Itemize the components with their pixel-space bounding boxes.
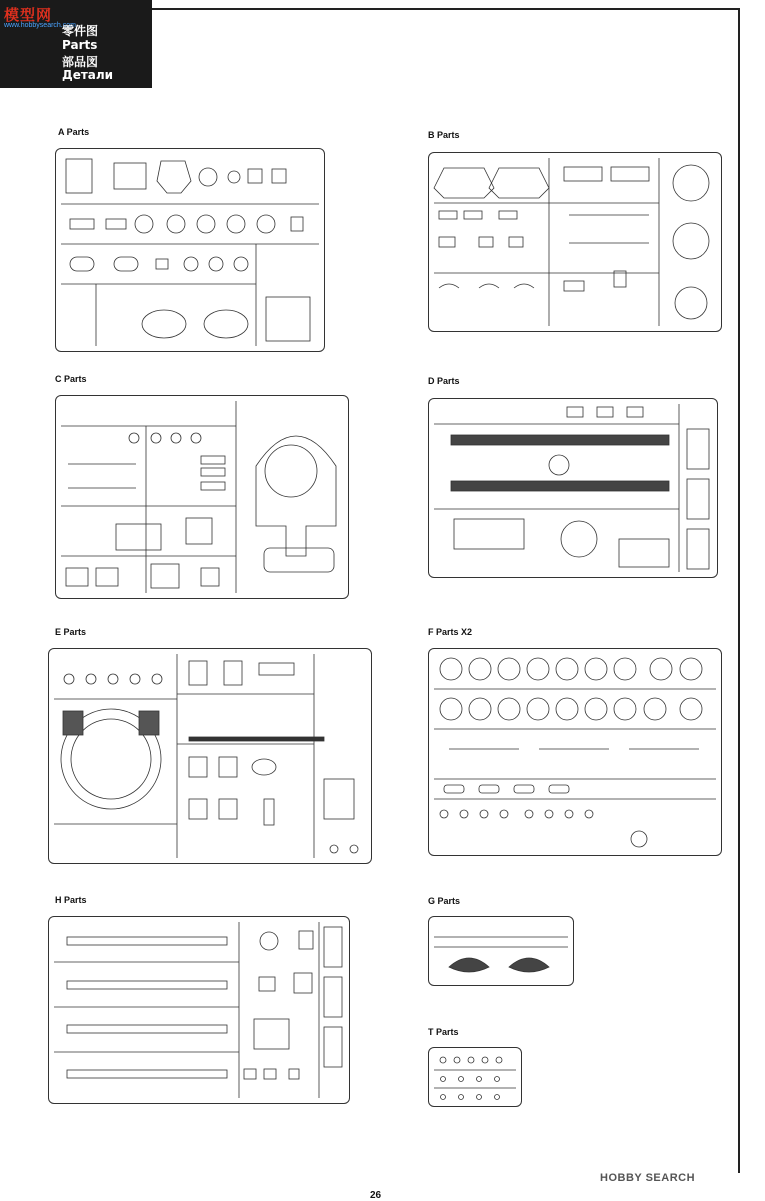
label-f-parts: F Parts X2 [428,627,473,637]
sprue-c-drawing [56,396,348,598]
label-e-parts: E Parts [55,627,87,637]
label-c-parts: C Parts [55,374,87,384]
title-ru: Детали [62,68,114,82]
sprue-g [428,916,574,986]
label-d-parts: D Parts [428,376,460,386]
label-h-parts: H Parts [55,895,87,905]
sprue-d-drawing [429,399,717,577]
label-g-parts: G Parts [428,896,461,906]
title-cn: 零件图 [62,24,99,38]
right-border [738,8,740,1173]
sprue-b [428,152,722,332]
sprue-a [55,148,325,352]
sprue-g-drawing [429,917,573,985]
site-logo: 模型网 [4,7,53,24]
title-jp: 部品図 [62,55,99,69]
header-panel [0,0,152,88]
sprue-c [55,395,349,599]
site-url: www.hobbysearch.com [4,22,76,29]
sprue-t-drawing [429,1048,521,1106]
sprue-d [428,398,718,578]
label-b-parts: B Parts [428,130,460,140]
sprue-e-drawing [49,649,371,863]
sprue-e [48,648,372,864]
sprue-a-drawing [56,149,324,351]
label-a-parts: A Parts [58,127,90,137]
sprue-b-drawing [429,153,721,331]
top-border [150,8,738,10]
sprue-f-drawing [429,649,721,855]
sprue-h-drawing [49,917,349,1103]
sprue-h [48,916,350,1104]
sprue-t [428,1047,522,1107]
page-number: 26 [370,1190,382,1201]
sprue-f [428,648,722,856]
label-t-parts: T Parts [428,1027,459,1037]
hobby-search-logo: HOBBY SEARCH [600,1172,696,1184]
title-en: Parts [62,38,98,52]
